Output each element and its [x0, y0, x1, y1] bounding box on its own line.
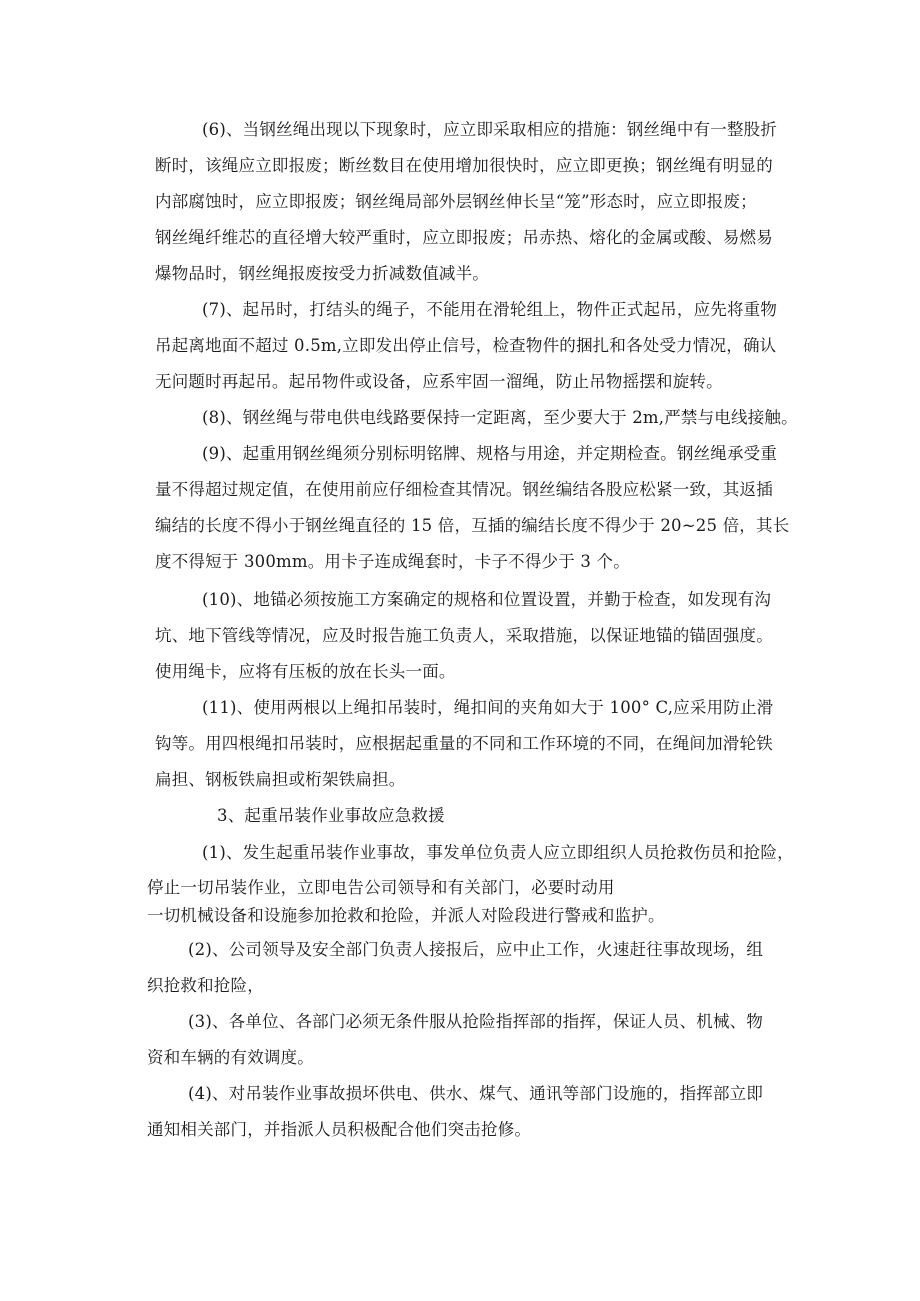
- text-line: 编结的长度不得小于钢丝绳直径的 15 倍，互插的编结长度不得少于 20~25 倍，其长: [155, 516, 790, 535]
- text-line: 爆物品时，钢丝绳报废按受力折减数值减半。: [155, 264, 489, 283]
- text-line: (8)、钢丝绳与带电供电线路要保持一定距离，至少要大于 2m,严禁与电线接触。: [202, 408, 798, 427]
- text-line: 无问题时再起吊。起吊物件或设备，应系牢固一溜绳，防止吊物摇摆和旋转。: [155, 372, 723, 391]
- text-line: 停止一切吊装作业，立即电告公司领导和有关部门，必要时动用: [147, 878, 615, 897]
- text-line: (2)、公司领导及安全部门负责人接报后，应中止工作，火速赶往事故现场，组: [188, 940, 764, 959]
- text-line: (6)、当钢丝绳出现以下现象时，应立即采取相应的措施：钢丝绳中有一整股折: [202, 120, 778, 139]
- text-line: 内部腐蚀时，应立即报废；钢丝绳局部外层钢丝伸长呈“笼”形态时，应立即报废；: [155, 192, 757, 211]
- text-line: (9)、起重用钢丝绳须分别标明铭牌、规格与用途，并定期检查。钢丝绳承受重: [202, 444, 778, 463]
- text-line: 使用绳卡，应将有压板的放在长头一面。: [155, 662, 456, 681]
- text-line: 量不得超过规定值，在使用前应仔细检查其情况。钢丝编结各股应松紧一致，其返插: [155, 480, 773, 499]
- text-line: 坑、地下管线等情况，应及时报告施工负责人，采取措施，以保证地锚的锚固强度。: [155, 626, 773, 645]
- text-line: 度不得短于 300mm。用卡子连成绳套时，卡子不得少于 3 个。: [155, 552, 630, 571]
- text-line: 扁担、钢板铁扁担或桁架铁扁担。: [155, 770, 406, 789]
- text-line: 钩等。用四根绳扣吊装时，应根据起重量的不同和工作环境的不同，在绳间加滑轮铁: [155, 734, 773, 753]
- text-line: 吊起离地面不超过 0.5m,立即发出停止信号，检查物件的捆扎和各处受力情况，确认: [155, 336, 777, 355]
- text-line: 织抢救和抢险，: [147, 976, 264, 995]
- text-line: (7)、起吊时，打结头的绳子，不能用在滑轮组上，物件正式起吊，应先将重物: [202, 300, 778, 319]
- text-line: (3)、各单位、各部门必须无条件服从抢险指挥部的指挥，保证人员、机械、物: [188, 1012, 764, 1031]
- text-line: (10)、地锚必须按施工方案确定的规格和位置设置，并勤于检查，如发现有沟: [202, 590, 772, 609]
- section-heading: 3、起重吊装作业事故应急救援: [217, 806, 445, 825]
- text-line: (4)、对吊装作业事故损坏供电、供水、煤气、通讯等部门设施的，指挥部立即: [188, 1084, 764, 1103]
- text-line: (11)、使用两根以上绳扣吊装时，绳扣间的夹角如大于 100° C,应采用防止滑: [202, 698, 774, 717]
- text-line: 资和车辆的有效调度。: [147, 1048, 314, 1067]
- text-line: 钢丝绳纤维芯的直径增大较严重时，应立即报废；吊赤热、熔化的金属或酸、易燃易: [155, 228, 773, 247]
- text-line: 一切机械设备和设施参加抢救和抢险，并派人对险段进行警戒和监护。: [147, 906, 665, 925]
- text-line: 断时，该绳应立即报废；断丝数目在使用增加很快时，应立即更换；钢丝绳有明显的: [155, 156, 773, 175]
- text-line: 通知相关部门，并指派人员积极配合他们突击抢修。: [147, 1120, 532, 1139]
- text-line: (1)、发生起重吊装作业事故，事发单位负责人应立即组织人员抢救伤员和抢险，: [202, 843, 794, 862]
